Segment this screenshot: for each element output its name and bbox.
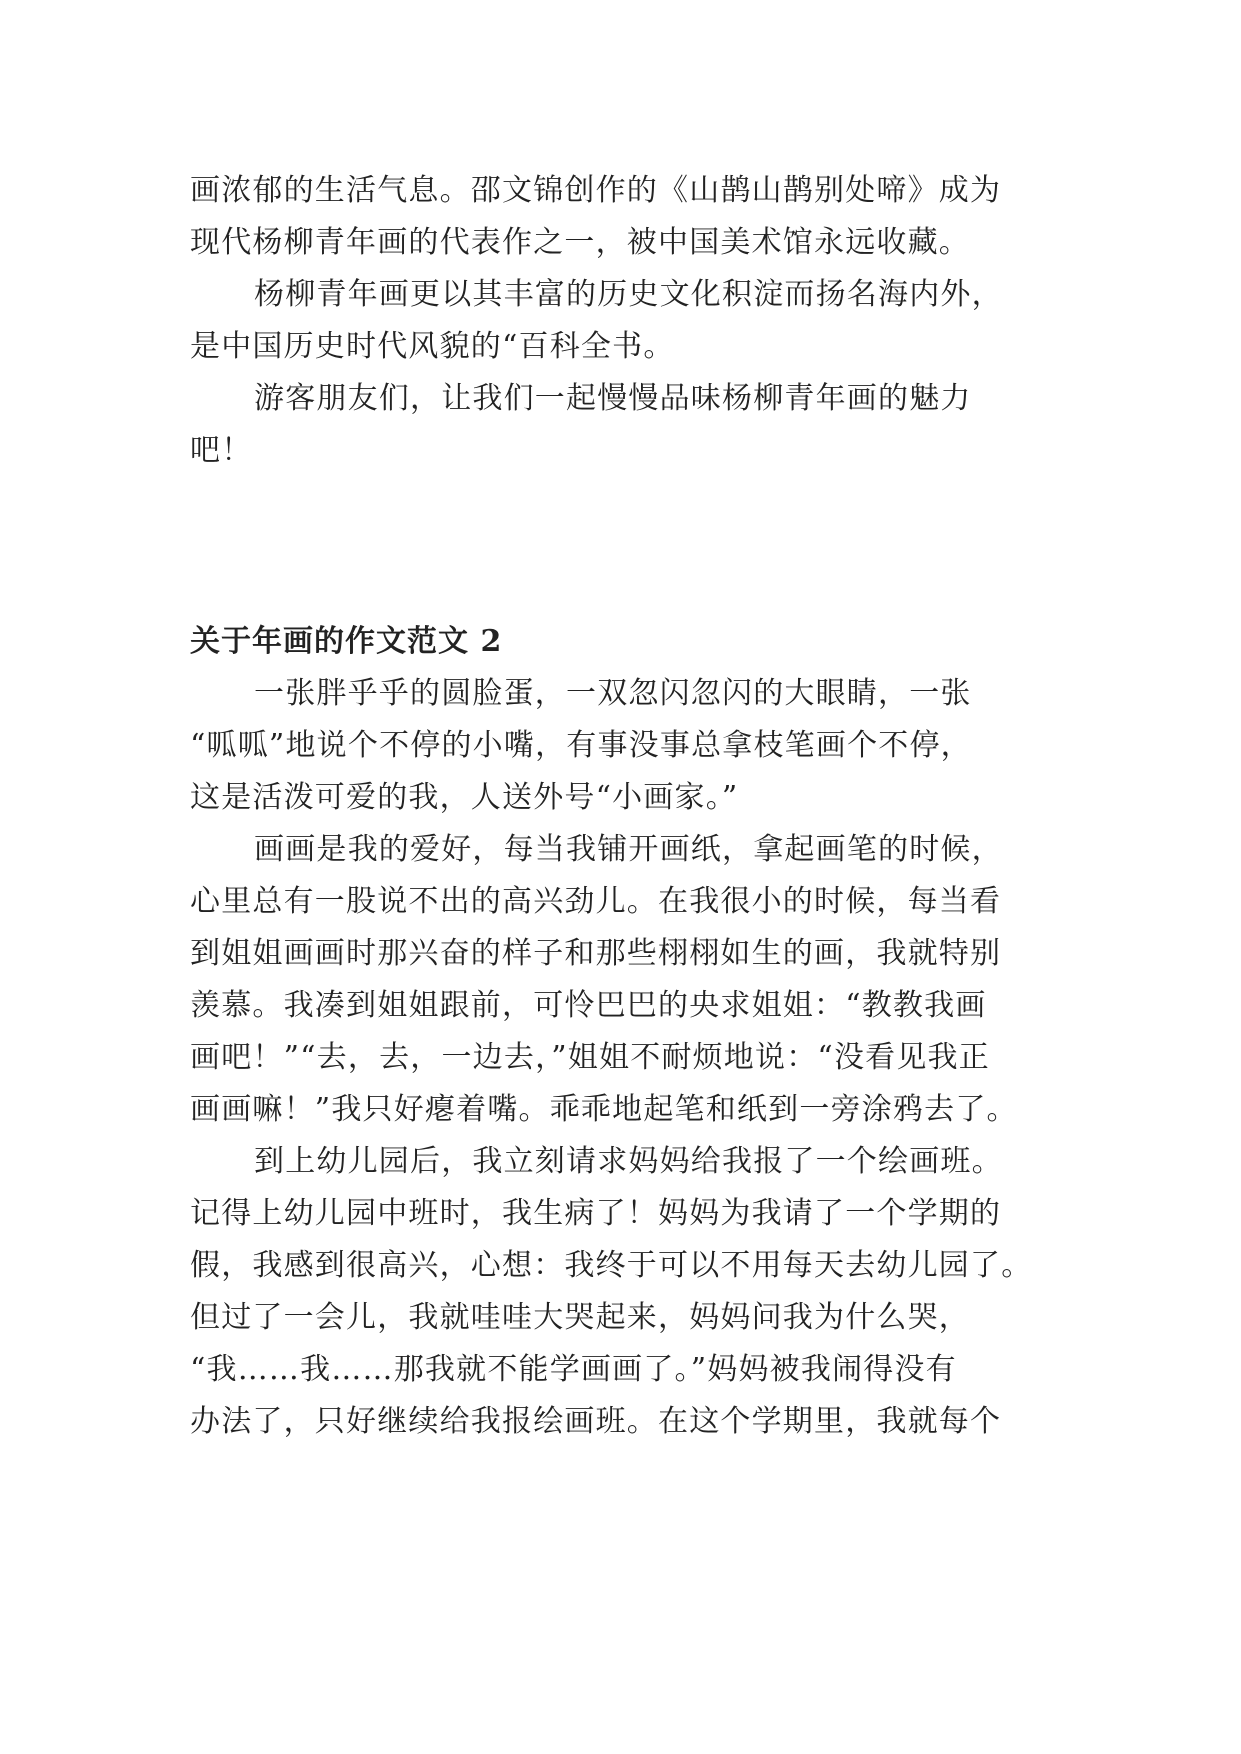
- text-line: 是中国历史时代风貌的“百科全书。: [190, 329, 675, 364]
- text-line: 画画嘛！”我只好瘪着嘴。乖乖地起笔和纸到一旁涂鸦去了。: [190, 1092, 1018, 1127]
- paragraph: [190, 1136, 1070, 1448]
- text-line: 羡慕。我凑到姐姐跟前，可怜巴巴的央求姐姐：“教教我画: [190, 988, 987, 1023]
- text-line: 杨柳青年画更以其丰富的历史文化积淀而扬名海内外，: [254, 277, 1003, 312]
- text-line: 这是活泼可爱的我，人送外号“小画家。”: [190, 780, 739, 815]
- text-line: 画吧！”“去，去，一边去，”姐姐不耐烦地说：“没看见我正: [190, 1040, 990, 1075]
- paragraph: [190, 165, 1070, 269]
- paragraph: [190, 373, 1070, 477]
- text-line: 办法了，只好继续给我报绘画班。在这个学期里，我就每个: [190, 1404, 1002, 1439]
- text-line: 记得上幼儿园中班时，我生病了！妈妈为我请了一个学期的: [190, 1196, 1002, 1231]
- section-gap: [190, 477, 1070, 616]
- text-line: “呱呱”地说个不停的小嘴，有事没事总拿枝笔画个不停，: [190, 728, 972, 763]
- text-line: 心里总有一股说不出的高兴劲儿。在我很小的时候，每当看: [190, 884, 1002, 919]
- paragraph: [190, 824, 1070, 1136]
- text-line: 假，我感到很高兴，心想：我终于可以不用每天去幼儿园了。: [190, 1248, 1033, 1283]
- text-line: 现代杨柳青年画的代表作之一，被中国美术馆永远收藏。: [190, 225, 970, 260]
- paragraph: [190, 668, 1070, 824]
- text-line: 一张胖乎乎的圆脸蛋，一双忽闪忽闪的大眼睛，一张: [254, 676, 972, 711]
- text-line: 吧！: [190, 433, 253, 468]
- section-heading: 关于年画的作文范文 2: [190, 624, 503, 659]
- text-line: 但过了一会儿，我就哇哇大哭起来，妈妈问我为什么哭，: [190, 1300, 970, 1335]
- text-line: “我……我……那我就不能学画画了。”妈妈被我闹得没有: [190, 1352, 957, 1387]
- text-line: 到姐姐画画时那兴奋的样子和那些栩栩如生的画，我就特别: [190, 936, 1002, 971]
- text-line: 到上幼儿园后，我立刻请求妈妈给我报了一个绘画班。: [254, 1144, 1003, 1179]
- paragraph: [190, 269, 1070, 373]
- document-page: [190, 165, 1070, 1448]
- text-line: 画画是我的爱好，每当我铺开画纸，拿起画笔的时候，: [254, 832, 1003, 867]
- text-line: 画浓郁的生活气息。邵文锦创作的《山鹊山鹊别处啼》成为: [190, 173, 1002, 208]
- text-line: 游客朋友们，让我们一起慢慢品味杨柳青年画的魅力: [254, 381, 972, 416]
